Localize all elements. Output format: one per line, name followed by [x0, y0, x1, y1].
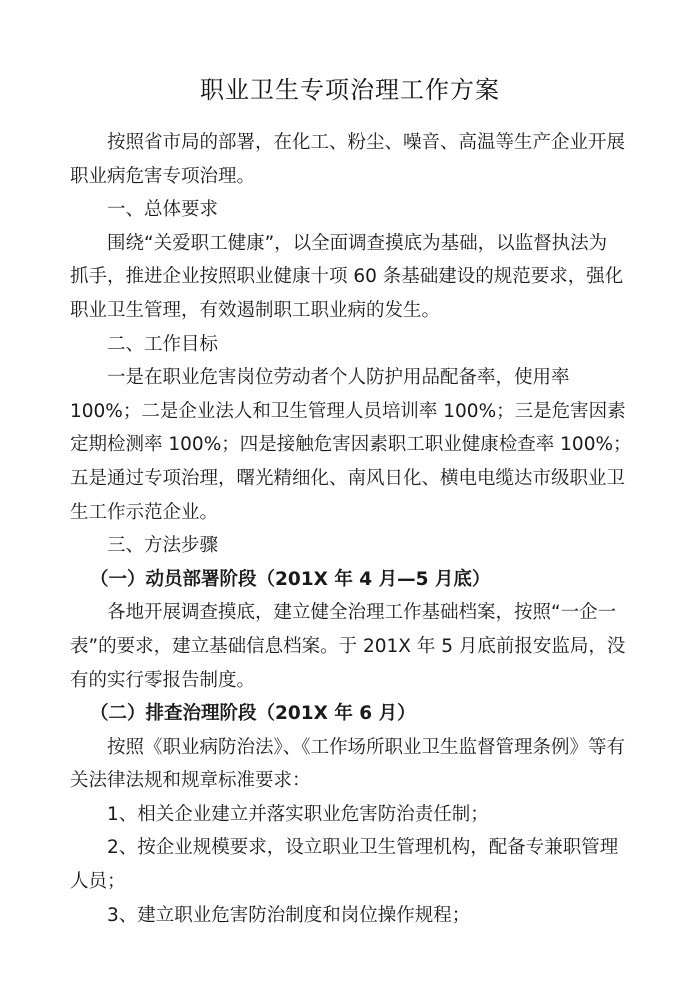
text-line: 一、总体要求: [107, 199, 219, 221]
text-line: 职业卫生管理，有效遏制职工职业病的发生。: [70, 299, 441, 321]
text-line: 三、方法步骤: [107, 535, 219, 557]
section-2-paragraph: [70, 361, 632, 529]
subsection-heading-2: [70, 697, 632, 731]
text-line: 二、工作目标: [107, 333, 219, 355]
subsection-heading-1: [70, 563, 632, 597]
text-line: 围绕“关爱职工健康”，以全面调查摸底为基础，以监督执法为: [107, 232, 608, 254]
section-heading-3: [70, 529, 632, 563]
list-item-3: [70, 899, 632, 933]
text-line: 3、建立职业危害防治制度和岗位操作规程；: [107, 904, 471, 926]
text-line: 2、按企业规模要求，设立职业卫生管理机构，配备专兼职管理: [107, 837, 619, 859]
text-line: 各地开展调查摸底，建立健全治理工作基础档案，按照“一企一: [107, 602, 617, 624]
text-line: 职业病危害专项治理。: [70, 165, 256, 187]
text-line: 关法律法规和规章标准要求：: [70, 770, 311, 792]
intro-paragraph: [70, 126, 632, 193]
section-heading-2: [70, 328, 632, 362]
text-line: 五是通过专项治理，曙光精细化、南风日化、横电电缆达市级职业卫: [70, 467, 626, 489]
text-line: 表”的要求，建立基础信息档案。于 201X 年 5 月底前报安监局，没: [70, 635, 626, 657]
text-line: （一）动员部署阶段（201X 年 4 月—5 月底）: [90, 568, 491, 590]
list-item-2: [70, 831, 632, 898]
section-1-paragraph: [70, 227, 632, 328]
text-line: 一是在职业危害岗位劳动者个人防护用品配备率，使用率: [107, 367, 570, 389]
document-title: 职业卫生专项治理工作方案: [200, 76, 500, 104]
text-line: 抓手，推进企业按照职业健康十项 60 条基础建设的规范要求，强化: [70, 266, 624, 288]
text-line: 定期检测率 100%；四是接触危害因素职工职业健康检查率 100%；: [70, 434, 632, 456]
text-line: 按照省市局的部署，在化工、粉尘、噪音、高温等生产企业开展: [107, 132, 626, 153]
text-line: 生工作示范企业。: [70, 501, 219, 523]
subsection-2-paragraph: [70, 731, 632, 798]
text-line: 按照《职业病防治法》、《工作场所职业卫生监督管理条例》等有: [107, 736, 626, 758]
text-line: （二）排查治理阶段（201X 年 6 月）: [90, 703, 416, 725]
list-item-1: [70, 798, 632, 832]
text-line: 1、相关企业建立并落实职业危害防治责任制；: [107, 803, 489, 825]
text-line: 有的实行零报告制度。: [70, 669, 256, 691]
text-line: 100%；二是企业法人和卫生管理人员培训率 100%；三是危害因素: [70, 400, 626, 422]
document-body: [70, 126, 632, 932]
text-line: 人员；: [70, 871, 126, 893]
section-heading-1: [70, 193, 632, 227]
subsection-1-paragraph: [70, 596, 632, 697]
